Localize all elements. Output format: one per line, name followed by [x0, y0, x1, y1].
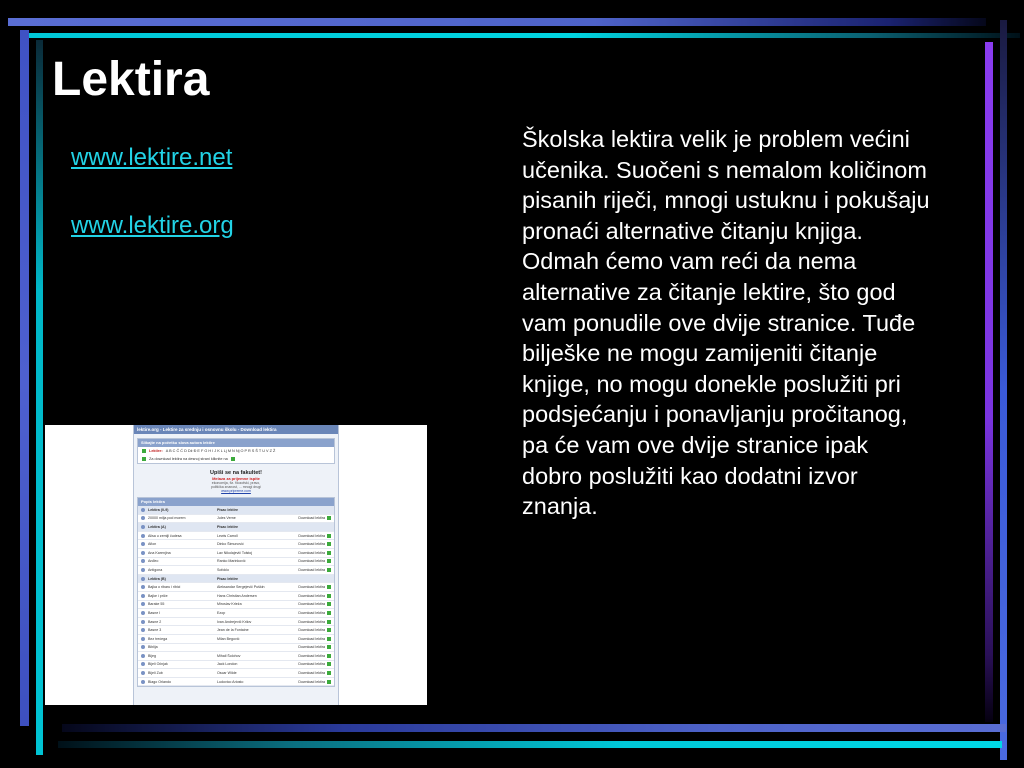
frame-right-purple-bar: [985, 42, 993, 722]
table-row[interactable]: Ana Karenjina Lav Nikolajevič Tolstoj Download lektira: [138, 549, 334, 558]
frame-bottom-blue-bar: [62, 724, 1006, 732]
table-row[interactable]: Bajka o ribaru i ribici Aleksandar Sergejevič Puškin Download lektira: [138, 583, 334, 592]
section-header: Lektira (0-9) Pisac lektire: [138, 506, 334, 515]
slide-title: Lektira: [52, 53, 210, 106]
promo-link[interactable]: www.pripreme.com: [221, 489, 251, 493]
frame-bottom-cyan-bar: [58, 741, 1002, 748]
green-square-icon: [142, 449, 146, 453]
table-row[interactable]: Alisa u zemlji čudesa Lewis Carroll Download lektira: [138, 532, 334, 541]
table-row[interactable]: Basne 2 Ivan Andrejevič Krilov Download lektira: [138, 618, 334, 627]
promo-subtext-1: ekonomija, fiz. filozofski, pravo,: [211, 481, 261, 485]
table-row[interactable]: Basne 3 Jean de la Fontaine Download lektira: [138, 626, 334, 635]
frame-left-cyan-bar: [36, 40, 43, 755]
download-icon[interactable]: [327, 671, 331, 675]
download-icon[interactable]: [327, 585, 331, 589]
table-row[interactable]: Bajke i priče Hans Christian Andersen Download lektira: [138, 592, 334, 601]
download-icon[interactable]: [327, 516, 331, 520]
promo-subtext-2: politička znanost, ... mnogi drugi: [211, 485, 261, 489]
website-header: lektire.org - Lektire za srednju i osnovnu školu - Download lektira: [134, 425, 338, 434]
frame-right-blue-bar: [1000, 20, 1007, 760]
download-icon[interactable]: [327, 645, 331, 649]
download-icon[interactable]: [327, 551, 331, 555]
download-icon[interactable]: [327, 559, 331, 563]
website-page: [133, 425, 339, 705]
table-row[interactable]: Bijeli Zub Oscar Wilde Download lektira: [138, 669, 334, 678]
download-icon[interactable]: [327, 654, 331, 658]
slide-body-text: Školska lektira velik je problem većini učenika. Suočeni s nemalom količinom pisanih riječi, mnogi ustuknu i pokušaju pronaći alternative čitanju knjiga. Odmah ćemo vam reći da nema alternative za čitanje lektire, što god vam ponudile ove dvije stranice. Tuđe bilješke ne mogu zamijeniti čitanje knjige, no mogu donekle poslužiti pri podsjećanju i ponavljanju pročitanog, pa će vam ove dvije stranice ipak dobro poslužiti kao dodatni izvor znanja.: [522, 126, 930, 520]
table-row[interactable]: Bez trećega Milan Begović Download lektira: [138, 635, 334, 644]
promo-title[interactable]: Upiši se na fakultet!: [210, 470, 262, 476]
promo-highlight[interactable]: Melaza za prijemne ispite: [212, 476, 260, 481]
download-icon[interactable]: [327, 594, 331, 598]
search-note: Za download lektira na desnoj strani kliknite na: [149, 457, 228, 461]
promo-box: [134, 464, 338, 497]
download-icon[interactable]: [327, 620, 331, 624]
table-row[interactable]: Bijeli Očnjak Jack London Download lektira: [138, 661, 334, 670]
table-row[interactable]: Barake 55 Miroslav Krleža Download lektira: [138, 601, 334, 610]
table-row[interactable]: Anđeo Ranko Marinković Download lektira: [138, 558, 334, 567]
download-icon[interactable]: [327, 662, 331, 666]
section-header: Lektira (A) Pisac lektire: [138, 523, 334, 532]
green-square-icon: [142, 457, 146, 461]
search-box-title: Slikajte na početku slova autora lektire: [138, 439, 334, 447]
download-icon[interactable]: [327, 534, 331, 538]
table-row[interactable]: Antigona Sofoklo Download lektira: [138, 566, 334, 575]
link-lektire-net[interactable]: www.lektire.net: [71, 144, 233, 171]
lektira-list: [137, 497, 335, 687]
section-header: Lektira (B) Pisac lektire: [138, 575, 334, 584]
download-icon[interactable]: [327, 637, 331, 641]
search-note-row: [138, 455, 334, 463]
download-icon[interactable]: [327, 628, 331, 632]
download-icon[interactable]: [327, 602, 331, 606]
download-icon: [231, 457, 235, 461]
table-row[interactable]: 20000 milja pod morem Jules Verne Download lektira: [138, 515, 334, 524]
frame-top-blue-bar: [8, 18, 986, 26]
alphabet-links[interactable]: A B C Č Ć D Dž Đ E F G H I J K L Lj M N Nj O P R S Š T U V Z Ž: [165, 449, 276, 453]
download-icon[interactable]: [327, 542, 331, 546]
download-icon[interactable]: [327, 680, 331, 684]
website-screenshot: [45, 425, 427, 705]
table-row[interactable]: Basne I Ezop Download lektira: [138, 609, 334, 618]
table-row[interactable]: Afion Dinko Šimunović Download lektira: [138, 540, 334, 549]
download-icon[interactable]: [327, 611, 331, 615]
search-box: [137, 438, 335, 464]
table-row[interactable]: Blago Orlando Ludovico Ariosto Download lektira: [138, 678, 334, 687]
download-icon[interactable]: [327, 568, 331, 572]
table-row[interactable]: Bijeg Mihail Šolohov Download lektira: [138, 652, 334, 661]
alphabet-row: Lektire: A B C Č Ć D Dž Đ E F G H I J K L Lj M N Nj O P R S Š T U V Z Ž: [138, 447, 334, 455]
link-lektire-org[interactable]: www.lektire.org: [71, 212, 234, 239]
frame-top-cyan-bar: [28, 33, 1020, 38]
list-title: Popis lektira: [138, 498, 334, 506]
table-row[interactable]: Biblija Download lektira: [138, 644, 334, 653]
frame-left-blue-bar: [20, 30, 29, 726]
